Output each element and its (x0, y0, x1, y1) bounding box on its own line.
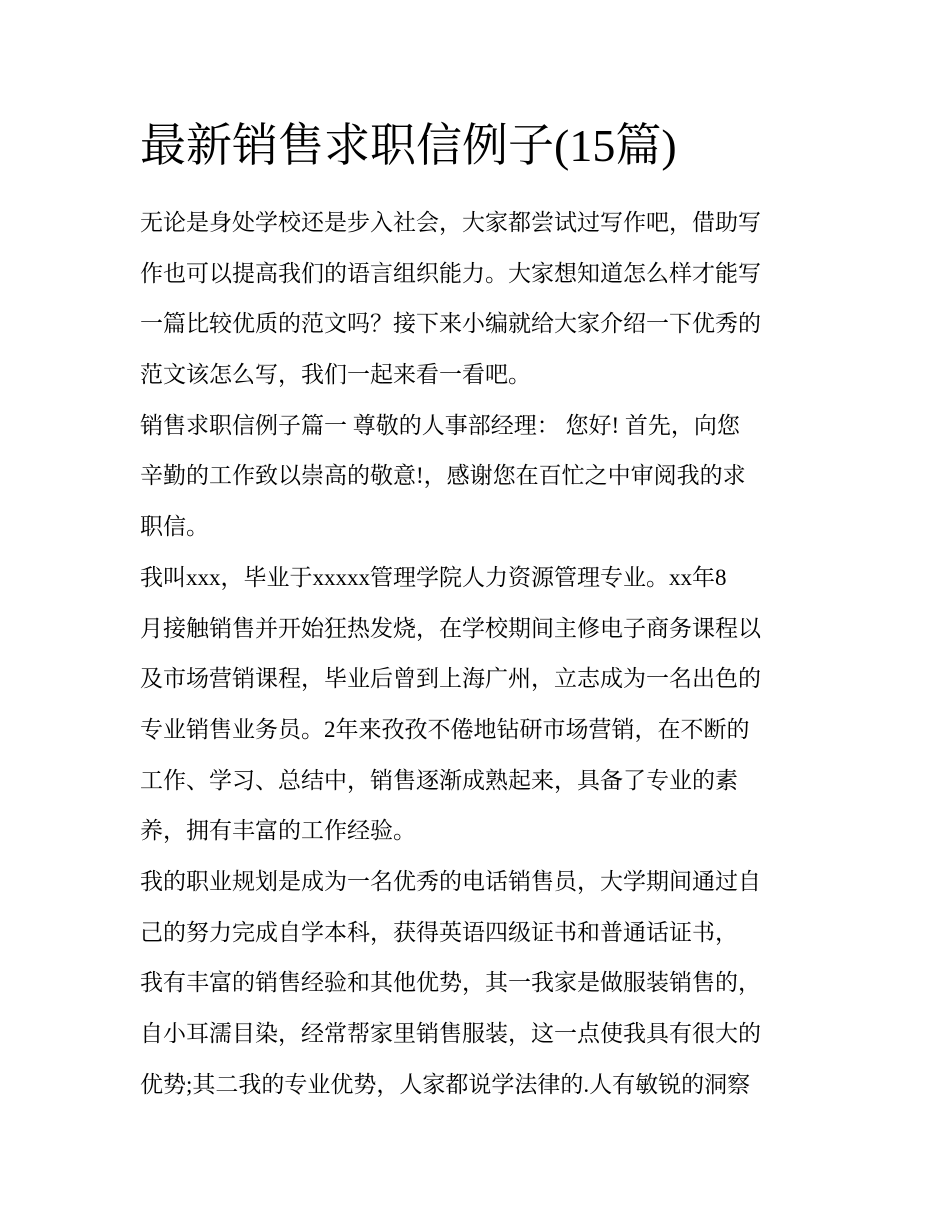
text-line: 自小耳濡目染，经常帮家里销售服装，这一点使我具有很大的 (140, 1021, 761, 1046)
text-line: 专业销售业务员。2年来孜孜不倦地钻研市场营销，在不断的 (140, 716, 750, 742)
text-line: 及市场营销课程，毕业后曾到上海广州，立志成为一名出色的 (140, 666, 761, 692)
text-line: 我的职业规划是成为一名优秀的电话销售员，大学期间通过自 (140, 868, 761, 894)
text-line: 养，拥有丰富的工作经验。 (140, 818, 416, 844)
paragraph-career-plan (140, 857, 820, 958)
text-line: 无论是身处学校还是步入社会，大家都尝试过写作吧，借助写 (140, 210, 761, 235)
text-line: 我有丰富的销售经验和其他优势，其一我家是做服装销售的， (140, 970, 761, 996)
text-line: 销售求职信例子篇一 尊敬的人事部经理： 您好! 首先，向您 (140, 412, 740, 438)
text-line: 工作、学习、总结中，销售逐渐成熟起来，具备了专业的素 (140, 767, 738, 793)
text-line: 职信。 (140, 514, 209, 540)
page-title: 最新销售求职信例子(15篇) (140, 120, 677, 171)
text-line: 优势;其二我的专业优势，人家都说学法律的.人有敏锐的洞察 (140, 1071, 751, 1097)
paragraph-advantages (140, 958, 820, 1110)
text-line: 辛勤的工作致以崇高的敬意!，感谢您在百忙之中审阅我的求 (140, 463, 746, 489)
paragraph-introduction (140, 553, 820, 857)
paragraph-salutation (140, 401, 820, 553)
text-line: 己的努力完成自学本科，获得英语四级证书和普通话证书， (140, 919, 738, 945)
document-body (140, 198, 820, 1110)
text-line: 作也可以提高我们的语言组织能力。大家想知道怎么样才能写 (140, 260, 761, 286)
text-line: 我叫xxx，毕业于xxxxx管理学院人力资源管理专业。xx年8 (140, 564, 727, 590)
text-line: 月接触销售并开始狂热发烧，在学校期间主修电子商务课程以 (140, 615, 761, 641)
paragraph-intro (140, 198, 820, 401)
text-line: 范文该怎么写，我们一起来看一看吧。 (140, 362, 531, 388)
text-line: 一篇比较优质的范文吗？接下来小编就给大家介绍一下优秀的 (140, 311, 761, 337)
